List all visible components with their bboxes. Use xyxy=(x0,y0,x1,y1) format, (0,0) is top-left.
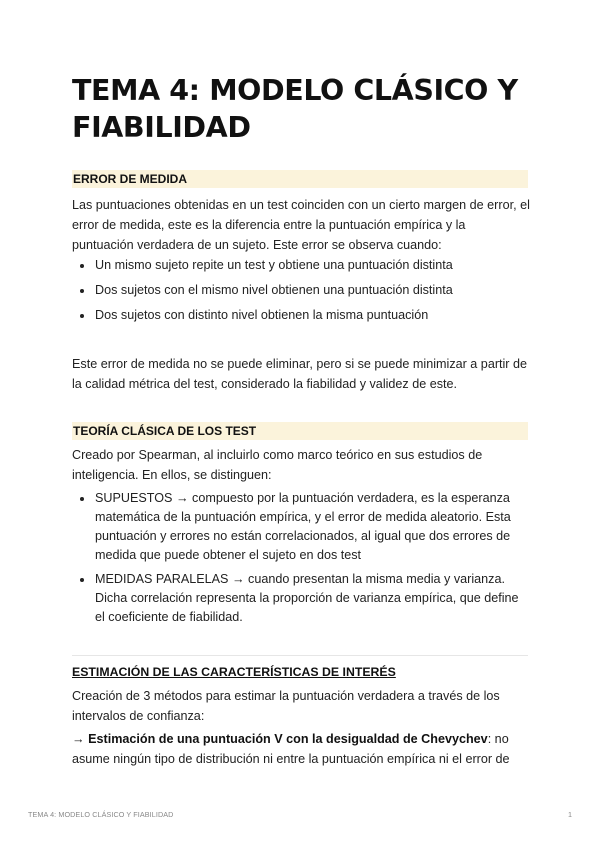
estimacion-item-bold: Estimación de una puntuación V con la desigualdad de Chevychev xyxy=(88,732,488,746)
section-heading-estimacion: ESTIMACIÓN DE LAS CARACTERÍSTICAS DE INTERÉS xyxy=(72,665,396,679)
error-outro-paragraph: Este error de medida no se puede eliminar, pero si se puede minimizar a partir de la calidad métrica del test, considerado la fiabilidad y validez de este. xyxy=(72,357,528,391)
teoria-bullet-list xyxy=(72,489,528,627)
list-item: SUPUESTOS → compuesto por la puntuación verdadera, es la esperanza matemática de la puntuación empírica, y el error de medida aleatorio. Esta puntuación y errores no están correlacionados, al igual que dos errores de medida que puede obtener el sujeto en dos test xyxy=(72,489,528,565)
list-item: Un mismo sujeto repite un test y obtiene una puntuación distinta xyxy=(72,256,528,275)
section-heading-label: ERROR DE MEDIDA xyxy=(73,172,188,186)
arrow-icon: → xyxy=(72,732,85,746)
error-bullet-list xyxy=(72,256,528,325)
section-heading-label: TEORÍA CLÁSICA DE LOS TEST xyxy=(73,424,257,438)
page-title: TEMA 4: MODELO CLÁSICO Y FIABILIDAD xyxy=(72,74,518,144)
teoria-intro-paragraph: Creado por Spearman, al incluirlo como marco teórico en sus estudios de inteligencia. En ellos, se distinguen: xyxy=(72,448,483,482)
footer-title: TEMA 4: MODELO CLÁSICO Y FIABILIDAD xyxy=(28,810,174,819)
list-item: Dos sujetos con el mismo nivel obtienen una puntuación distinta xyxy=(72,281,528,300)
section-heading-teoria-clasica xyxy=(72,422,528,440)
list-item: MEDIDAS PARALELAS → cuando presentan la misma media y varianza. Dicha correlación representa la proporción de varianza empírica, que define el coeficiente de fiabilidad. xyxy=(72,570,528,627)
footer-page-number: 1 xyxy=(568,810,572,819)
section-heading-error-de-medida xyxy=(72,170,528,188)
error-intro-paragraph: Las puntuaciones obtenidas en un test coinciden con un cierto margen de error, el error de medida, este es la diferencia entre la puntuación empírica y la puntuación verdadera de un sujeto. Este error se observa cuando: xyxy=(72,198,530,252)
list-item: Dos sujetos con distinto nivel obtienen la misma puntuación xyxy=(72,306,528,325)
estimacion-intro-paragraph: Creación de 3 métodos para estimar la puntuación verdadera a través de los intervalos de confianza: xyxy=(72,689,500,723)
section-divider xyxy=(72,655,528,656)
estimacion-item-paragraph xyxy=(72,729,530,769)
estimacion-item-rest: : no asume ningún tipo de distribución ni entre la puntuación empírica ni el error de xyxy=(72,732,510,766)
